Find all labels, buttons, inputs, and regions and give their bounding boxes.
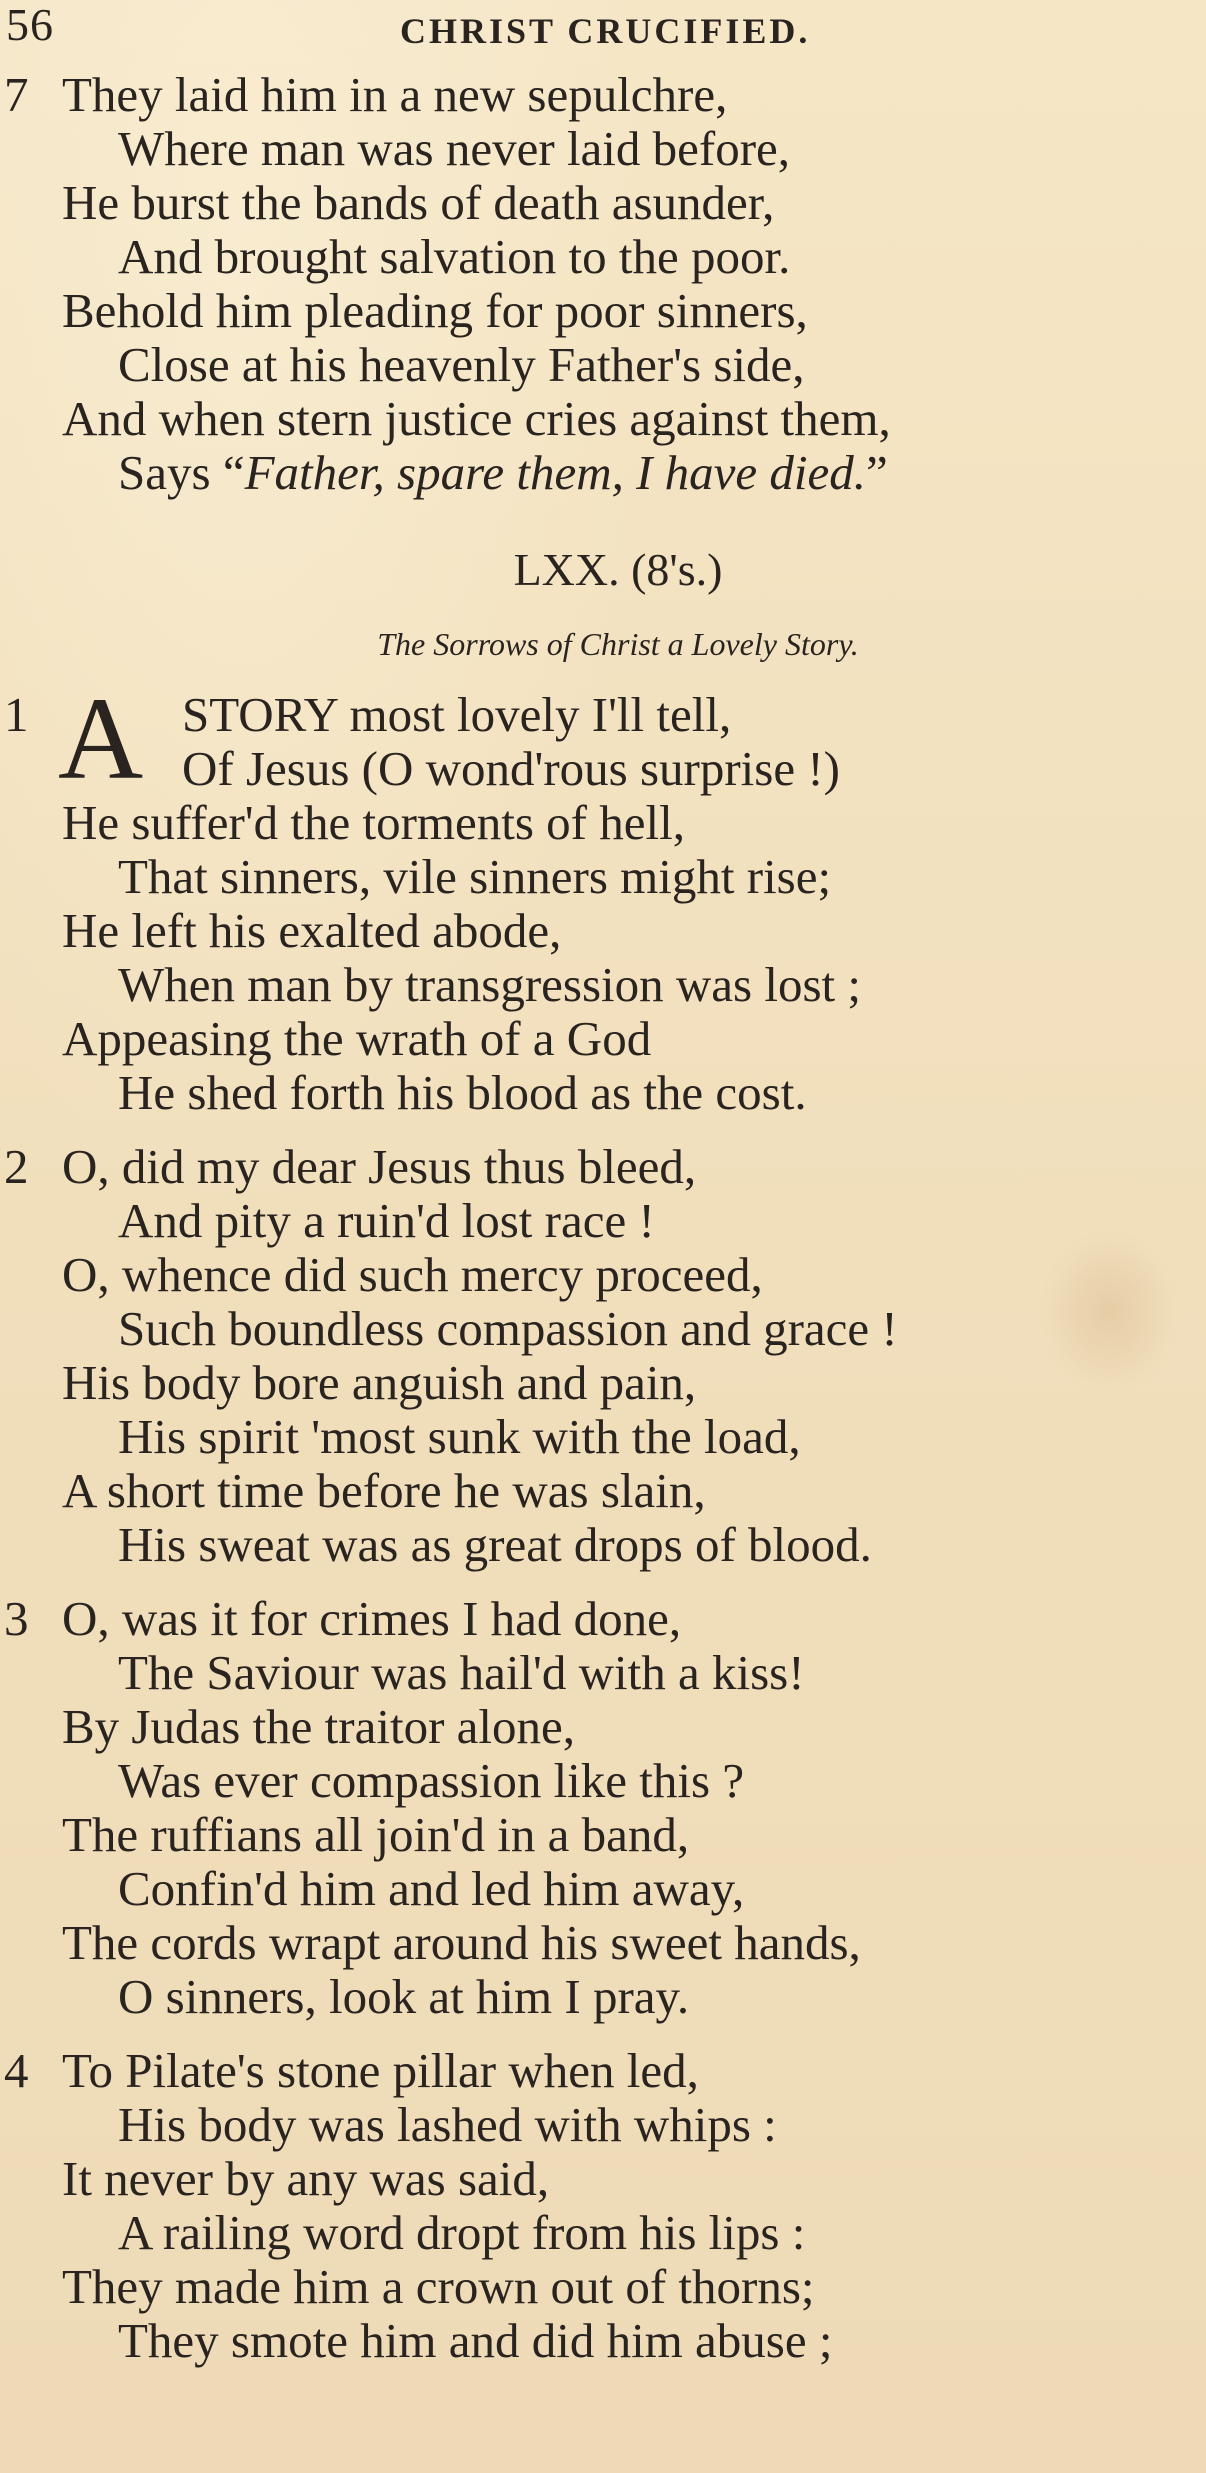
quote-prefix: Says “ bbox=[118, 445, 245, 500]
running-head bbox=[0, 2, 1206, 62]
verse-line: By Judas the traitor alone, bbox=[62, 1699, 576, 1754]
verse-line: And pity a ruin'd lost race ! bbox=[118, 1193, 655, 1248]
verse-line: He shed forth his blood as the cost. bbox=[118, 1065, 807, 1120]
verse-line: The ruffians all join'd in a band, bbox=[62, 1807, 690, 1862]
verse-line bbox=[0, 446, 1206, 500]
verse-line: Appeasing the wrath of a God bbox=[62, 1011, 652, 1066]
verse-line: He burst the bands of death asunder, bbox=[62, 175, 775, 230]
verse-line: His body bore anguish and pain, bbox=[62, 1355, 697, 1410]
verse-line: When man by transgression was lost ; bbox=[118, 957, 862, 1012]
verse-line: A railing word dropt from his lips : bbox=[118, 2205, 806, 2260]
hymn-number: LXX. (8's.) bbox=[513, 544, 723, 595]
verse-line: 7 They laid him in a new sepulchre, bbox=[4, 67, 728, 122]
verse-line: They smote him and did him abuse ; bbox=[118, 2313, 833, 2368]
verse-line: 1 STORY most lovely I'll tell, bbox=[4, 687, 732, 742]
quoted-words: Father, spare them, I have died. bbox=[244, 445, 867, 500]
verse-line: The Saviour was hail'd with a kiss! bbox=[118, 1645, 805, 1700]
verse-line: His sweat was as great drops of blood. bbox=[118, 1517, 872, 1572]
verse-line: A short time before he was slain, bbox=[62, 1463, 706, 1518]
verse-line: O sinners, look at him I pray. bbox=[118, 1969, 690, 2024]
verse-line: And when stern justice cries against them, bbox=[62, 391, 891, 446]
verse-line: Close at his heavenly Father's side, bbox=[118, 337, 805, 392]
page-number: 56 bbox=[6, 0, 54, 50]
verse-line: Such boundless compassion and grace ! bbox=[118, 1301, 898, 1356]
verse-line: Of Jesus (O wond'rous surprise !) bbox=[182, 741, 840, 796]
verse-line: Confin'd him and led him away, bbox=[118, 1861, 745, 1916]
verse-line: 2 O, did my dear Jesus thus bleed, bbox=[4, 1139, 697, 1194]
verse-number: 7 bbox=[4, 67, 29, 122]
verse-line: O, whence did such mercy proceed, bbox=[62, 1247, 763, 1302]
verse-number: 1 bbox=[4, 687, 29, 742]
verse-line: His spirit 'most sunk with the load, bbox=[118, 1409, 801, 1464]
verse-number: 2 bbox=[4, 1139, 29, 1194]
verse-line: 3 O, was it for crimes I had done, bbox=[4, 1591, 682, 1646]
page-title: CHRIST CRUCIFIED. bbox=[400, 11, 811, 51]
verse-line: That sinners, vile sinners might rise; bbox=[118, 849, 832, 904]
quote-suffix: ” bbox=[866, 445, 888, 500]
verse-number: 3 bbox=[4, 1591, 29, 1646]
verse-line: He left his exalted abode, bbox=[62, 903, 562, 958]
verse-number: 4 bbox=[4, 2043, 29, 2098]
verse-line: Behold him pleading for poor sinners, bbox=[62, 283, 808, 338]
verse-line: It never by any was said, bbox=[62, 2151, 550, 2206]
verse-line: Was ever compassion like this ? bbox=[118, 1753, 745, 1808]
verse-line: And brought salvation to the poor. bbox=[118, 229, 791, 284]
verse-line: 4 To Pilate's stone pillar when led, bbox=[4, 2043, 699, 2098]
verse-line: His body was lashed with whips : bbox=[118, 2097, 777, 2152]
verse-line: The cords wrapt around his sweet hands, bbox=[62, 1915, 861, 1970]
hymn-subtitle: The Sorrows of Christ a Lovely Story. bbox=[377, 626, 859, 662]
verse-line: Where man was never laid before, bbox=[118, 121, 791, 176]
drop-cap: A bbox=[58, 673, 144, 804]
verse-line: They made him a crown out of thorns; bbox=[62, 2259, 815, 2314]
verse-line: He suffer'd the torments of hell, bbox=[62, 795, 685, 850]
